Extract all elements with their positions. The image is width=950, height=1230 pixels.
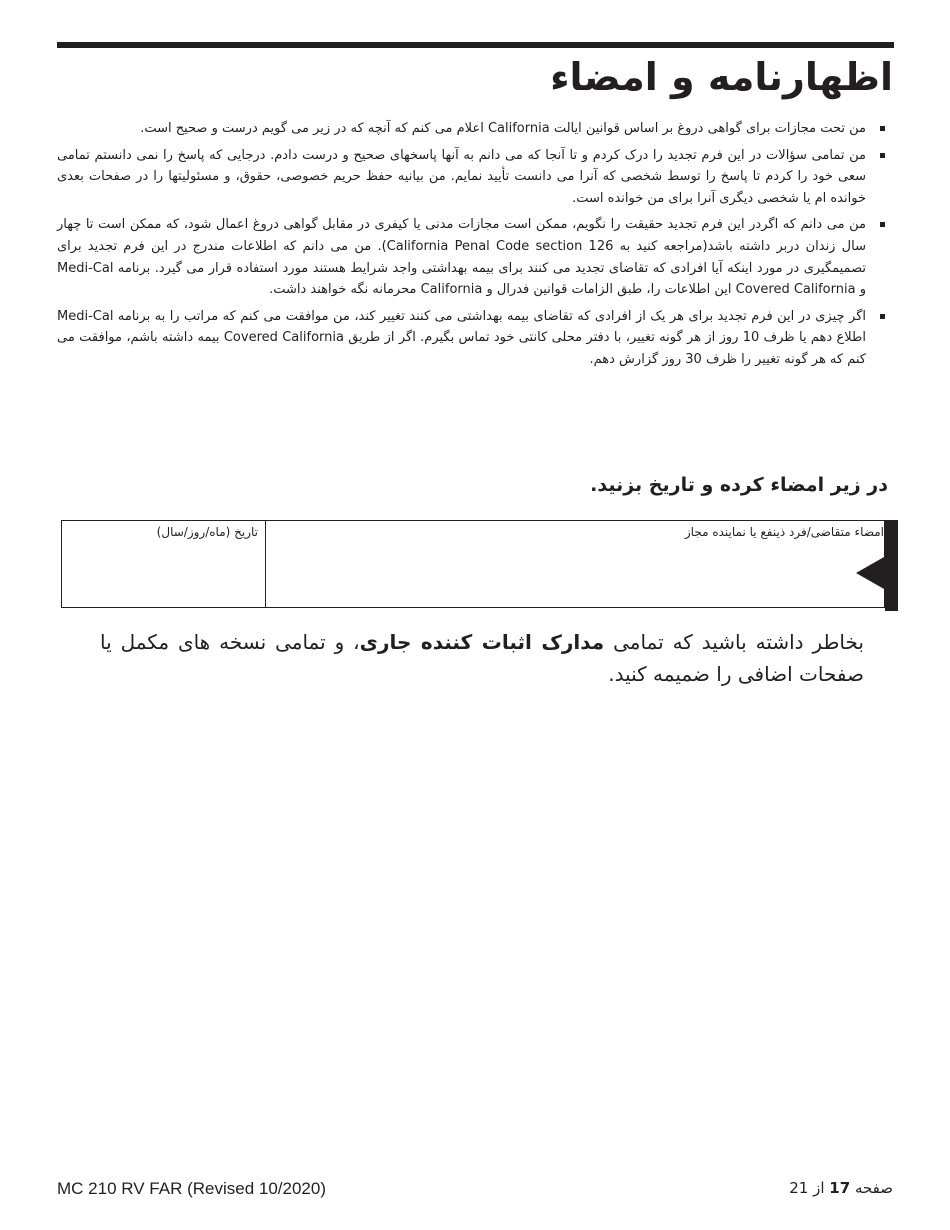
- declaration-text: من می دانم که اگردر این فرم تجدید حقیقت را نگویم، ممکن است مجازات مدنی یا کیفری در مقابل گواهی دروغ اعمال شود، که ممکن است تا چهار سال زندان دربر داشته باشد(مراجعه کنید به California Penal Code section 126). من می دانم که اطلاعات مندرج در این فرم تجدید برای تصمیمگیری در مورد اینکه آیا افرادی که تقاضای تجدید می کنند برای بیمه بهداشتی واجد شرایط هستند مورد استفاده قرار می گیرد. برنامه Medi-Cal و Covered California این اطلاعات را، طبق الزامات قوانین فدرال و California محرمانه نگه خواهند داشت.: [57, 217, 866, 298]
- bullet-square-icon: [880, 222, 885, 227]
- declaration-text: من تحت مجازات برای گواهی دروغ بر اساس قوانین ایالت California اعلام می کنم که آنچه که در زیر می گویم درست و صحیح است.: [140, 121, 866, 136]
- signature-box: [61, 520, 885, 608]
- page-total: 21: [789, 1179, 809, 1197]
- reminder-after: ، و تمامی نسخه های مکمل یا صفحات اضافی را ضمیمه کنید.: [100, 630, 864, 686]
- declaration-text: اگر چیزی در این فرم تجدید برای هر یک از افرادی که تقاضای بیمه بهداشتی می کنند تغییر کند، من موافقت می کنم که مراتب را به برنامه Medi-Cal اطلاع دهم یا ظرف 10 روز از هر گونه تغییر، با دفتر محلی کانتی خود تماس بگیرم. اگر از طریق Covered California بیمه داشته باشم، موافقت می کنم که هر گونه تغییر را ظرف 30 روز گزارش دهم.: [57, 308, 867, 367]
- declaration-list: [57, 118, 894, 376]
- top-rule: [57, 42, 894, 48]
- field-divider: [265, 521, 266, 607]
- page-title: اظهارنامه و امضاء: [550, 55, 893, 99]
- form-id: MC 210 RV FAR (Revised 10/2020): [57, 1179, 326, 1198]
- reminder-text: [100, 626, 864, 690]
- page-word: صفحه: [854, 1179, 893, 1197]
- reminder-bold: مدارک اثبات کننده جاری: [359, 630, 605, 654]
- declaration-item: [57, 214, 894, 300]
- page-current: 17: [829, 1179, 851, 1197]
- date-field-label: تاریخ (ماه/روز/سال): [156, 525, 258, 539]
- declaration-item: [57, 145, 894, 210]
- declaration-text: من تمامی سؤالات در این فرم تجدید را درک کردم و تا آنجا که می دانم به آنها پاسخهای صحیح و درست دادم. درجایی که پاسخ را نمی دانستم تمامی سعی خود را کردم تا پاسخ را توسط شخصی که آنرا می دانست تأیید نمایم. من بیانیه حفظ حریم خصوصی، حقوق، و مسئولیتها را در صفحات بعدی خوانده ام یا شخصی دیگری آنرا برای من خوانده است.: [57, 147, 866, 206]
- declaration-item: [57, 118, 894, 140]
- page-of: از: [813, 1179, 825, 1197]
- bullet-square-icon: [880, 314, 885, 319]
- declaration-item: [57, 306, 894, 371]
- signature-bar: [885, 520, 898, 611]
- page-number: [789, 1179, 893, 1197]
- bullet-square-icon: [880, 126, 885, 131]
- sign-heading: در زیر امضاء کرده و تاریخ بزنید.: [590, 474, 888, 496]
- signature-field-label: امضاء متقاضی/فرد ذینفع یا نماینده مجاز: [684, 525, 884, 539]
- bullet-square-icon: [880, 153, 885, 158]
- reminder-before: بخاطر داشته باشید که تمامی: [604, 630, 865, 654]
- sign-here-arrow-icon: [856, 557, 884, 589]
